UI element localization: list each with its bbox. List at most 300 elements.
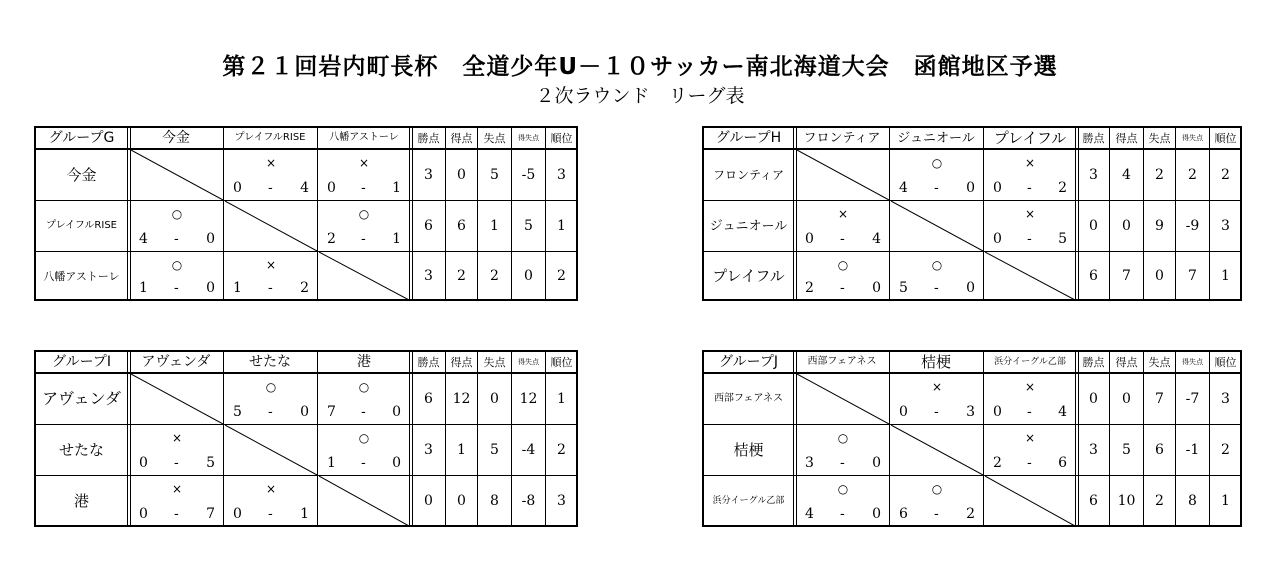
- score-separator: -: [840, 231, 845, 247]
- score-separator: -: [361, 455, 366, 471]
- column-team-name: フロンティア: [803, 130, 881, 146]
- score-for: 4: [805, 506, 814, 522]
- self-match-cell: [891, 425, 983, 475]
- stat-header: 得失点: [1182, 357, 1203, 366]
- group-label: グループG: [48, 130, 115, 146]
- diagonal-slash-line: [797, 374, 889, 424]
- match-result-cell: [319, 201, 409, 251]
- match-result-cell: [225, 374, 317, 424]
- diagonal-slash-line: [891, 201, 983, 251]
- score-against: 5: [1058, 231, 1067, 247]
- match-result-cell: [985, 374, 1075, 424]
- stat-value: 2: [1155, 493, 1164, 509]
- stat-value: 2: [490, 268, 499, 284]
- diagonal-slash-line: [891, 425, 983, 475]
- score-separator: -: [174, 280, 179, 296]
- stat-value: 1: [490, 218, 499, 234]
- diagonal-slash: [131, 374, 223, 424]
- group-j-table: [702, 350, 1242, 527]
- match-result-cell: [985, 150, 1075, 200]
- score-for: 3: [805, 455, 814, 471]
- loss-mark: ×: [931, 380, 943, 394]
- self-match-cell: [319, 252, 409, 300]
- diagonal-slash: [319, 252, 409, 300]
- stat-value: -7: [1185, 391, 1200, 407]
- stat-value: 4: [1122, 167, 1131, 183]
- score-for: 2: [993, 455, 1002, 471]
- group-label: グループI: [51, 354, 111, 370]
- column-divider: [1143, 128, 1144, 301]
- column-divider: [127, 352, 128, 527]
- stat-header: 得失点: [518, 357, 539, 366]
- match-result-cell: [319, 374, 409, 424]
- stat-value: 0: [457, 493, 466, 509]
- stat-value: 6: [1089, 493, 1098, 509]
- score-separator: -: [1027, 231, 1032, 247]
- score-separator: -: [840, 280, 845, 296]
- score-for: 0: [805, 231, 814, 247]
- column-team-name: せたな: [249, 354, 291, 370]
- stat-header: 勝点: [1082, 355, 1105, 369]
- column-divider: [445, 128, 446, 301]
- stat-value: 8: [1188, 493, 1197, 509]
- score-for: 0: [139, 506, 148, 522]
- self-match-cell: [131, 374, 223, 424]
- score-for: 0: [993, 231, 1002, 247]
- score-against: 1: [392, 231, 401, 247]
- score-against: 0: [206, 280, 215, 296]
- stat-value: 7: [1122, 268, 1131, 284]
- win-mark: ○: [358, 207, 370, 221]
- column-team-name: 桔梗: [920, 352, 951, 371]
- stat-value: 3: [1089, 167, 1098, 183]
- column-team-name: アヴェンダ: [141, 354, 211, 370]
- stat-header: 順位: [550, 131, 573, 145]
- score-separator: -: [268, 180, 273, 196]
- stat-value: 6: [1089, 268, 1098, 284]
- stat-value: 1: [457, 442, 466, 458]
- stat-value: -5: [521, 167, 536, 183]
- stat-value: 12: [452, 391, 471, 407]
- column-team-name: プレイフル: [993, 128, 1067, 147]
- loss-mark: ×: [1024, 431, 1036, 445]
- stat-header: 得失点: [518, 133, 539, 142]
- score-for: 6: [899, 506, 908, 522]
- stat-value: 0: [1089, 218, 1098, 234]
- stat-header: 順位: [1214, 355, 1237, 369]
- score-separator: -: [1027, 404, 1032, 420]
- match-result-cell: [319, 425, 409, 475]
- column-team-name: 浜分イーグル乙部: [994, 356, 1066, 367]
- column-divider: [1075, 128, 1076, 301]
- column-divider: [409, 352, 410, 527]
- diagonal-slash: [131, 150, 223, 200]
- page-title: 第２１回岩内町長杯 全道少年U－１０サッカー南北海道大会 函館地区予選: [222, 54, 1058, 80]
- score-separator: -: [361, 180, 366, 196]
- column-divider: [1209, 352, 1210, 527]
- stat-value: 0: [490, 391, 499, 407]
- stat-header: 失点: [1148, 131, 1171, 145]
- stat-value: 0: [1089, 391, 1098, 407]
- match-result-cell: [225, 476, 317, 526]
- match-result-cell: [225, 252, 317, 300]
- diagonal-slash: [985, 476, 1075, 526]
- column-team-name: ジュニオール: [897, 130, 975, 146]
- self-match-cell: [985, 252, 1075, 300]
- stat-value: 6: [457, 218, 466, 234]
- stat-value: 6: [1155, 442, 1164, 458]
- row-team-name: 桔梗: [733, 440, 764, 459]
- loss-mark: ×: [1024, 380, 1036, 394]
- stat-header: 得点: [450, 131, 473, 145]
- score-for: 5: [233, 404, 242, 420]
- stat-value: 2: [557, 268, 566, 284]
- column-team-name: 港: [357, 354, 371, 370]
- score-for: 0: [327, 180, 336, 196]
- column-divider: [983, 128, 984, 301]
- score-for: 7: [327, 404, 336, 420]
- stat-value: 2: [1188, 167, 1197, 183]
- stat-header: 順位: [1214, 131, 1237, 145]
- column-divider: [409, 128, 410, 301]
- score-for: 5: [899, 280, 908, 296]
- column-divider: [1209, 128, 1210, 301]
- win-mark: ○: [837, 482, 849, 496]
- self-match-cell: [891, 201, 983, 251]
- score-separator: -: [268, 280, 273, 296]
- score-for: 2: [805, 280, 814, 296]
- self-match-cell: [319, 476, 409, 526]
- row-team-name: プレイフルRISE: [46, 220, 117, 231]
- score-against: 0: [300, 404, 309, 420]
- column-divider: [889, 128, 890, 301]
- score-for: 0: [899, 404, 908, 420]
- score-against: 0: [392, 455, 401, 471]
- stat-header: 得点: [1115, 355, 1138, 369]
- diagonal-slash-line: [319, 252, 409, 300]
- win-mark: ○: [837, 258, 849, 272]
- stat-value: 5: [490, 167, 499, 183]
- win-mark: ○: [171, 258, 183, 272]
- diagonal-slash-line: [225, 425, 317, 475]
- stat-value: 3: [424, 167, 433, 183]
- stat-header: 勝点: [417, 355, 440, 369]
- match-result-cell: [985, 425, 1075, 475]
- row-team-name: アヴェンダ: [42, 389, 121, 408]
- score-against: 0: [392, 404, 401, 420]
- score-against: 6: [1058, 455, 1067, 471]
- column-divider: [793, 128, 794, 301]
- stat-header: 失点: [483, 355, 506, 369]
- group-i-table: [34, 350, 578, 527]
- diagonal-slash-line: [131, 374, 223, 424]
- stat-value: 2: [1221, 167, 1230, 183]
- score-separator: -: [268, 404, 273, 420]
- score-for: 0: [139, 455, 148, 471]
- row-team-name: せたな: [58, 440, 104, 459]
- stat-value: -1: [1185, 442, 1200, 458]
- score-against: 3: [966, 404, 975, 420]
- column-divider: [477, 128, 478, 301]
- win-mark: ○: [931, 258, 943, 272]
- self-match-cell: [797, 374, 889, 424]
- row-team-name: フロンティア: [712, 168, 785, 182]
- stat-value: 7: [1155, 391, 1164, 407]
- score-separator: -: [174, 506, 179, 522]
- stat-value: 0: [524, 268, 533, 284]
- score-separator: -: [934, 280, 939, 296]
- loss-mark: ×: [265, 156, 277, 170]
- stat-value: 2: [1221, 442, 1230, 458]
- diagonal-slash-line: [797, 150, 889, 200]
- stat-value: 6: [424, 218, 433, 234]
- stat-value: 1: [1221, 493, 1230, 509]
- diagonal-slash-line: [985, 476, 1075, 526]
- stat-value: 12: [519, 391, 538, 407]
- column-divider: [1175, 352, 1176, 527]
- stat-header: 得失点: [1182, 133, 1203, 142]
- score-against: 5: [206, 455, 215, 471]
- column-divider: [545, 352, 546, 527]
- stat-value: 3: [1221, 218, 1230, 234]
- stat-value: 5: [1122, 442, 1131, 458]
- self-match-cell: [131, 150, 223, 200]
- win-mark: ○: [265, 380, 277, 394]
- match-result-cell: [225, 150, 317, 200]
- column-divider: [889, 352, 890, 527]
- column-divider: [477, 352, 478, 527]
- score-against: 1: [392, 180, 401, 196]
- loss-mark: ×: [1024, 156, 1036, 170]
- column-divider: [1143, 352, 1144, 527]
- score-separator: -: [934, 506, 939, 522]
- score-separator: -: [174, 455, 179, 471]
- score-against: 0: [872, 506, 881, 522]
- match-result-cell: [797, 201, 889, 251]
- stat-value: 1: [557, 218, 566, 234]
- match-result-cell: [891, 252, 983, 300]
- stat-value: 7: [1188, 268, 1197, 284]
- match-result-cell: [797, 252, 889, 300]
- score-for: 0: [993, 180, 1002, 196]
- self-match-cell: [797, 150, 889, 200]
- match-result-cell: [131, 201, 223, 251]
- column-divider: [445, 352, 446, 527]
- row-team-name: 西部フェアネス: [713, 393, 784, 404]
- stat-value: 3: [557, 167, 566, 183]
- loss-mark: ×: [265, 258, 277, 272]
- loss-mark: ×: [171, 482, 183, 496]
- row-team-name: 港: [73, 491, 89, 510]
- loss-mark: ×: [171, 431, 183, 445]
- score-for: 4: [139, 231, 148, 247]
- stat-value: 0: [1122, 391, 1131, 407]
- stat-value: 1: [1221, 268, 1230, 284]
- match-result-cell: [131, 252, 223, 300]
- score-separator: -: [361, 231, 366, 247]
- diagonal-slash: [985, 252, 1075, 300]
- score-separator: -: [174, 231, 179, 247]
- row-team-name: 浜分イーグル乙部: [712, 495, 785, 506]
- column-divider: [983, 352, 984, 527]
- row-team-name: 今金: [66, 165, 97, 184]
- stat-value: 2: [457, 268, 466, 284]
- page-subtitle: ２次ラウンド リーグ表: [535, 85, 745, 107]
- score-separator: -: [268, 506, 273, 522]
- score-separator: -: [1027, 180, 1032, 196]
- column-divider: [511, 352, 512, 527]
- diagonal-slash: [319, 476, 409, 526]
- stat-value: 0: [1155, 268, 1164, 284]
- column-divider: [317, 128, 318, 301]
- score-against: 1: [300, 506, 309, 522]
- diagonal-slash-line: [225, 201, 317, 251]
- column-divider: [545, 128, 546, 301]
- win-mark: ○: [931, 482, 943, 496]
- stat-value: -9: [1185, 218, 1200, 234]
- match-result-cell: [131, 425, 223, 475]
- score-against: 0: [966, 280, 975, 296]
- score-separator: -: [361, 404, 366, 420]
- column-divider: [1109, 128, 1110, 301]
- stat-header: 失点: [1148, 355, 1171, 369]
- score-against: 4: [872, 231, 881, 247]
- column-team-name: 今金: [162, 130, 190, 146]
- group-g-table: [34, 126, 578, 301]
- score-against: 2: [966, 506, 975, 522]
- diagonal-slash: [225, 201, 317, 251]
- score-against: 0: [966, 180, 975, 196]
- match-result-cell: [985, 201, 1075, 251]
- stat-value: 1: [557, 391, 566, 407]
- column-divider: [127, 128, 128, 301]
- score-separator: -: [934, 404, 939, 420]
- score-separator: -: [934, 180, 939, 196]
- row-team-name: 八幡アストーレ: [43, 269, 120, 283]
- diagonal-slash-line: [319, 476, 409, 526]
- stat-value: 2: [557, 442, 566, 458]
- stat-value: -4: [521, 442, 536, 458]
- score-for: 0: [993, 404, 1002, 420]
- match-result-cell: [891, 476, 983, 526]
- stat-value: -8: [521, 493, 536, 509]
- stat-value: 3: [424, 268, 433, 284]
- diagonal-slash: [225, 425, 317, 475]
- column-divider: [1175, 128, 1176, 301]
- diagonal-slash-line: [985, 252, 1075, 300]
- match-result-cell: [891, 150, 983, 200]
- match-result-cell: [319, 150, 409, 200]
- diagonal-slash-line: [131, 150, 223, 200]
- win-mark: ○: [171, 207, 183, 221]
- score-against: 0: [872, 280, 881, 296]
- stat-value: 2: [1155, 167, 1164, 183]
- score-separator: -: [1027, 455, 1032, 471]
- column-team-name: 西部フェアネス: [807, 356, 877, 367]
- diagonal-slash: [891, 201, 983, 251]
- stat-value: 3: [1221, 391, 1230, 407]
- score-against: 7: [206, 506, 215, 522]
- score-against: 2: [300, 280, 309, 296]
- column-divider: [223, 128, 224, 301]
- column-team-name: プレイフルRISE: [234, 132, 306, 143]
- stat-value: 9: [1155, 218, 1164, 234]
- diagonal-slash: [797, 374, 889, 424]
- column-divider: [223, 352, 224, 527]
- stat-value: 5: [524, 218, 533, 234]
- score-against: 0: [206, 231, 215, 247]
- score-against: 4: [1058, 404, 1067, 420]
- row-team-name: プレイフル: [712, 266, 785, 285]
- column-divider: [1075, 352, 1076, 527]
- column-divider: [317, 352, 318, 527]
- match-result-cell: [891, 374, 983, 424]
- self-match-cell: [985, 476, 1075, 526]
- column-team-name: 八幡アストーレ: [329, 132, 399, 143]
- stat-value: 3: [557, 493, 566, 509]
- score-for: 2: [327, 231, 336, 247]
- win-mark: ○: [931, 156, 943, 170]
- stat-value: 0: [424, 493, 433, 509]
- self-match-cell: [225, 201, 317, 251]
- score-for: 1: [139, 280, 148, 296]
- win-mark: ○: [358, 380, 370, 394]
- self-match-cell: [225, 425, 317, 475]
- stat-header: 得点: [450, 355, 473, 369]
- stat-header: 順位: [550, 355, 573, 369]
- column-divider: [511, 128, 512, 301]
- stat-value: 0: [457, 167, 466, 183]
- group-label: グループH: [715, 130, 782, 146]
- match-result-cell: [797, 476, 889, 526]
- loss-mark: ×: [358, 156, 370, 170]
- group-h-table: [702, 126, 1242, 301]
- stat-header: 得点: [1115, 131, 1138, 145]
- score-for: 0: [233, 180, 242, 196]
- column-divider: [1109, 352, 1110, 527]
- stat-value: 5: [490, 442, 499, 458]
- loss-mark: ×: [837, 207, 849, 221]
- loss-mark: ×: [265, 482, 277, 496]
- loss-mark: ×: [1024, 207, 1036, 221]
- score-separator: -: [840, 455, 845, 471]
- column-divider: [793, 352, 794, 527]
- group-label: グループJ: [718, 354, 778, 370]
- stat-header: 勝点: [1082, 131, 1105, 145]
- score-against: 4: [300, 180, 309, 196]
- stat-value: 6: [424, 391, 433, 407]
- stat-value: 3: [1089, 442, 1098, 458]
- score-against: 0: [872, 455, 881, 471]
- stat-value: 0: [1122, 218, 1131, 234]
- win-mark: ○: [837, 431, 849, 445]
- diagonal-slash: [797, 150, 889, 200]
- stat-header: 勝点: [417, 131, 440, 145]
- stat-value: 10: [1117, 493, 1136, 509]
- score-for: 0: [233, 506, 242, 522]
- score-for: 1: [233, 280, 242, 296]
- win-mark: ○: [358, 431, 370, 445]
- match-result-cell: [131, 476, 223, 526]
- row-team-name: ジュニオール: [709, 218, 788, 234]
- score-for: 1: [327, 455, 336, 471]
- score-for: 4: [899, 180, 908, 196]
- diagonal-slash: [891, 425, 983, 475]
- score-separator: -: [840, 506, 845, 522]
- stat-value: 8: [490, 493, 499, 509]
- stat-value: 3: [424, 442, 433, 458]
- stat-header: 失点: [483, 131, 506, 145]
